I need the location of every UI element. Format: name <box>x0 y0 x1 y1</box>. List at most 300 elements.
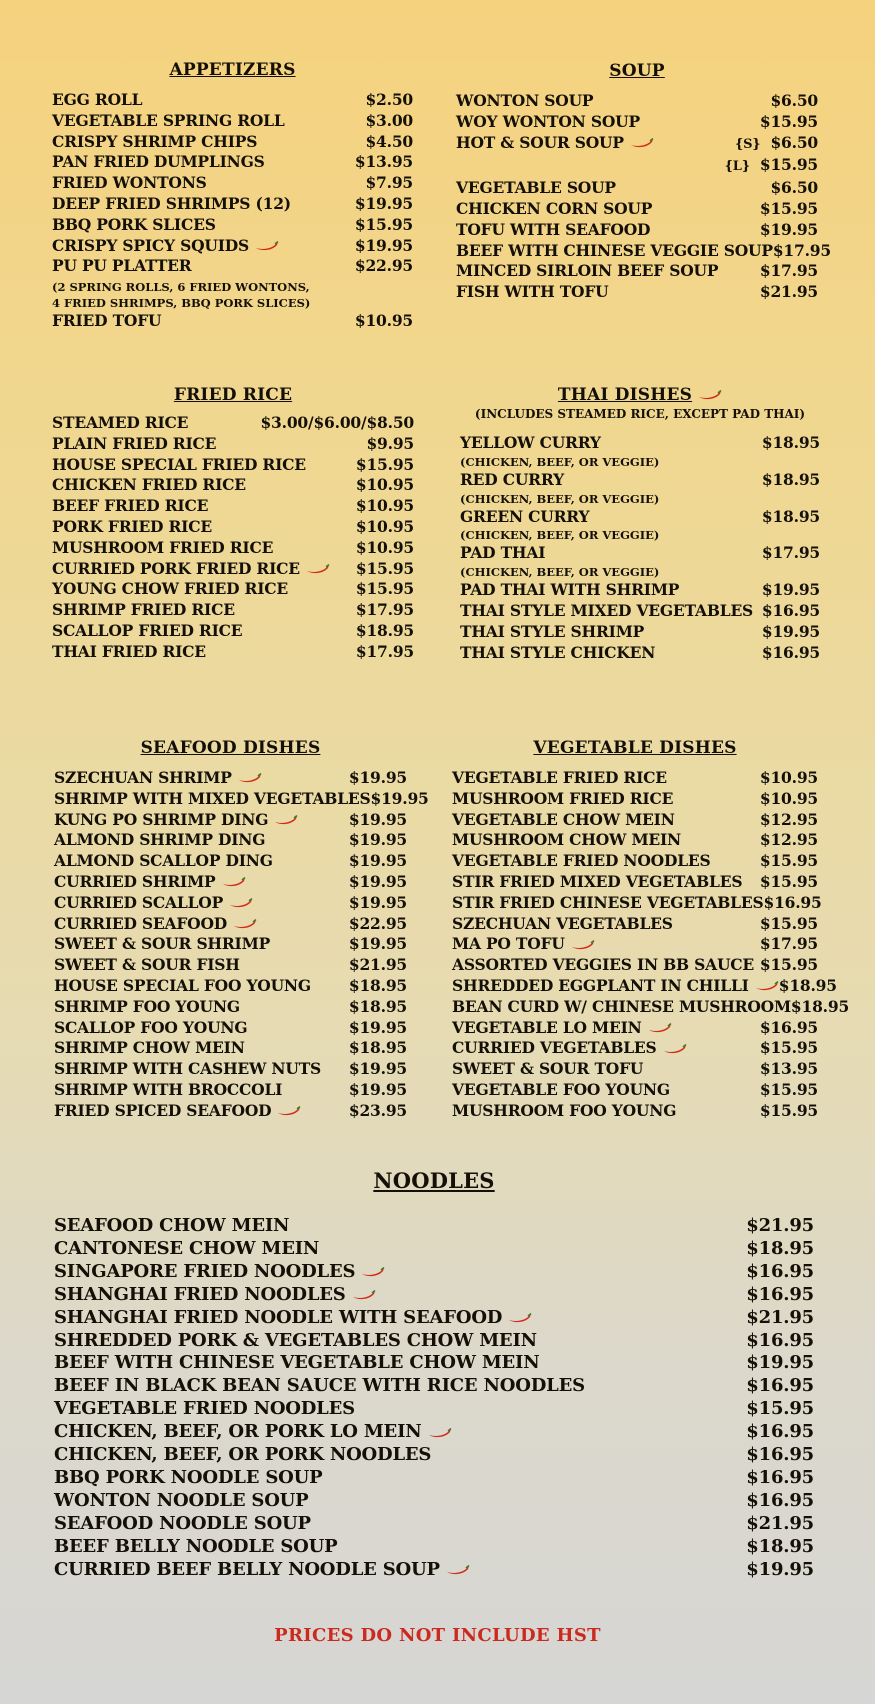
item-name <box>54 1536 338 1559</box>
menu-item <box>52 600 414 621</box>
item-name-text: CRISPY SPICY SQUIDS <box>52 235 249 255</box>
menu-item <box>52 642 414 663</box>
item-name-text: EGG ROLL <box>52 90 143 109</box>
menu-item <box>452 1038 818 1059</box>
menu-item <box>54 1330 814 1353</box>
item-name <box>54 1421 452 1444</box>
item-price: $17.95 <box>355 641 414 661</box>
item-name-text: MA PO TOFU <box>452 934 565 954</box>
menu-item <box>54 1018 407 1039</box>
vegetable-dishes-section <box>452 738 850 1122</box>
item-name <box>452 976 779 997</box>
item-price: $19.95 <box>348 892 407 912</box>
item-price: $6.50 <box>770 132 818 152</box>
chili-pepper-icon <box>222 877 246 887</box>
menu-item <box>52 621 414 642</box>
item-price: $18.95 <box>348 975 407 995</box>
chili-pepper-icon <box>277 1106 301 1116</box>
item-name <box>54 1398 355 1421</box>
item-list <box>456 91 818 133</box>
menu-item <box>52 579 414 600</box>
item-name <box>52 475 246 496</box>
item-name <box>54 1513 311 1536</box>
item-price: $17.95 <box>759 934 818 954</box>
menu-item <box>54 830 407 851</box>
section-title <box>460 385 820 405</box>
menu-item <box>452 955 818 976</box>
menu-item <box>54 768 407 789</box>
item-name <box>52 215 216 236</box>
item-price: $15.95 <box>759 955 818 975</box>
menu-item <box>452 892 822 914</box>
item-name-text: SWEET & SOUR SHRIMP <box>54 934 271 954</box>
item-name-text: PAN FRIED DUMPLINGS <box>52 152 265 172</box>
item-name-text: MUSHROOM CHOW MEIN <box>452 830 682 850</box>
item-name <box>54 1080 282 1101</box>
menu-item <box>452 934 818 955</box>
item-name-text: STEAMED RICE <box>52 413 189 432</box>
item-name-text: SHRIMP WITH CASHEW NUTS <box>54 1059 322 1079</box>
item-price: $19.95 <box>761 621 820 641</box>
item-name <box>54 1261 385 1284</box>
menu-item <box>460 643 820 664</box>
item-price: $15.95 <box>759 1079 818 1099</box>
item-name-text: BEEF WITH CHINESE VEGGIE SOUP <box>456 240 773 260</box>
item-price: $19.95 <box>348 1017 407 1037</box>
item-name-text: GREEN CURRY <box>460 506 590 526</box>
item-price: $19.95 <box>761 580 820 600</box>
item-price: $15.95 <box>759 851 818 871</box>
item-price: $16.95 <box>746 1489 814 1511</box>
item-name <box>452 1101 676 1122</box>
appetizers-section <box>52 60 413 332</box>
item-price: $18.95 <box>761 469 820 489</box>
item-name-text: SHANGHAI FRIED NOODLES <box>54 1283 346 1305</box>
menu-item <box>452 872 818 893</box>
menu-item <box>52 236 413 257</box>
item-name-text: SHREDDED PORK & VEGETABLES CHOW MEIN <box>54 1329 537 1351</box>
item-name-text: SWEET & SOUR FISH <box>54 955 240 975</box>
section-title: APPETIZERS <box>169 60 296 80</box>
item-name <box>54 810 298 831</box>
item-price: $4.50 <box>365 131 413 151</box>
item-price: $17.95 <box>772 240 831 260</box>
menu-item <box>456 155 818 178</box>
item-name <box>54 1284 376 1307</box>
item-name-text: PU PU PLATTER <box>52 256 192 276</box>
menu-item <box>452 1101 818 1122</box>
item-price: $19.95 <box>348 851 407 871</box>
item-price: $19.95 <box>354 193 413 213</box>
menu-item <box>54 872 407 893</box>
item-name-text: SHRIMP WITH MIXED VEGETABLES <box>54 788 371 808</box>
menu-item <box>54 976 407 997</box>
item-price: $17.95 <box>759 261 818 281</box>
item-name-text: SHRIMP CHOW MEIN <box>54 1038 245 1058</box>
menu-item <box>460 433 820 454</box>
item-name-text: TOFU WITH SEAFOOD <box>456 219 651 239</box>
item-price: $19.95 <box>354 235 413 255</box>
item-name-text: MUSHROOM FRIED RICE <box>452 788 674 808</box>
item-name-text: SCALLOP FRIED RICE <box>52 620 243 640</box>
menu-item <box>54 914 407 935</box>
item-list <box>456 178 831 303</box>
item-price: $22.95 <box>348 913 407 933</box>
item-name <box>460 601 753 622</box>
soup-section <box>456 61 831 303</box>
menu-item <box>452 789 818 810</box>
item-name-text: HOUSE SPECIAL FRIED RICE <box>52 454 306 474</box>
chili-pepper-icon <box>648 1023 672 1033</box>
item-name <box>52 455 306 476</box>
section-title-text: THAI DISHES <box>557 385 693 405</box>
item-price: $17.95 <box>761 543 820 563</box>
menu-item <box>54 1038 407 1059</box>
item-price: $15.95 <box>759 913 818 933</box>
item-name <box>54 1559 470 1582</box>
item-name <box>456 261 718 282</box>
item-name <box>456 133 654 154</box>
item-name <box>452 810 675 831</box>
item-name <box>52 559 330 580</box>
chili-pepper-icon <box>229 898 253 908</box>
menu-item <box>460 622 820 643</box>
item-name <box>460 433 601 454</box>
item-name-text: WOY WONTON SOUP <box>456 111 640 131</box>
item-name-text: BBQ PORK NOODLE SOUP <box>54 1466 323 1488</box>
item-price: $15.95 <box>759 198 818 218</box>
item-name-text: VEGETABLE FRIED NOODLES <box>452 851 711 871</box>
item-price: $21.95 <box>746 1215 814 1236</box>
menu-item <box>452 975 837 997</box>
item-name <box>54 934 270 955</box>
size-label: {L} <box>724 159 750 175</box>
item-name-text: BEEF WITH CHINESE VEGETABLE CHOW MEIN <box>54 1352 540 1374</box>
menu-item <box>54 1352 814 1375</box>
item-name-text: PAD THAI WITH SHRIMP <box>460 580 680 600</box>
menu-item <box>52 559 414 580</box>
item-name-text: CANTONESE CHOW MEIN <box>54 1237 320 1259</box>
item-name <box>54 1038 245 1059</box>
item-name-text: CURRIED SEAFOOD <box>54 913 228 933</box>
item-name <box>452 914 673 935</box>
item-name-text: CURRIED SCALLOP <box>54 892 224 912</box>
menu-item <box>52 256 413 277</box>
item-note: (CHICKEN, BEEF, OR VEGGIE) <box>460 565 660 580</box>
item-price: $15.95 <box>355 579 414 599</box>
section-title: SOUP <box>609 61 665 81</box>
item-name <box>54 997 240 1018</box>
item-price: $18.95 <box>348 996 407 1016</box>
chili-pepper-icon <box>755 981 779 991</box>
item-price: $18.95 <box>348 1038 407 1058</box>
item-name <box>54 1238 319 1261</box>
seafood-dishes-section <box>54 738 429 1122</box>
menu-item <box>54 851 407 872</box>
item-name <box>52 600 235 621</box>
item-price: $19.95 <box>746 1558 814 1580</box>
item-price: $13.95 <box>354 152 413 172</box>
item-name <box>452 851 711 872</box>
item-name <box>52 496 208 517</box>
item-price: $15.95 <box>355 558 414 578</box>
chili-pepper-icon <box>361 1267 385 1277</box>
item-name-text: SWEET & SOUR TOFU <box>452 1059 644 1079</box>
item-price: $15.95 <box>759 871 818 891</box>
item-name <box>52 538 273 559</box>
item-price: $16.95 <box>759 1017 818 1037</box>
menu-item <box>54 1059 407 1080</box>
item-name-text: MUSHROOM FRIED RICE <box>52 537 274 557</box>
item-name-text: CHICKEN, BEEF, OR PORK LO MEIN <box>54 1421 422 1443</box>
item-name-text: CURRIED VEGETABLES <box>452 1038 657 1058</box>
item-name-text: THAI STYLE SHRIMP <box>460 621 645 641</box>
item-name-text: PLAIN FRIED RICE <box>52 433 217 453</box>
item-name <box>460 643 655 664</box>
item-name-text: SZECHUAN VEGETABLES <box>452 913 673 933</box>
item-price: $15.95 <box>355 454 414 474</box>
item-price: $10.95 <box>354 311 413 331</box>
item-name <box>52 236 279 257</box>
menu-item <box>54 1215 814 1238</box>
item-name <box>456 282 608 303</box>
item-price: $19.95 <box>348 1079 407 1099</box>
chili-pepper-icon <box>352 1290 376 1300</box>
item-name-text: MINCED SIRLOIN BEEF SOUP <box>456 261 719 281</box>
menu-item <box>52 496 414 517</box>
chili-pepper-icon <box>630 138 654 148</box>
item-name-text: SHANGHAI FRIED NOODLE WITH SEAFOOD <box>54 1306 503 1328</box>
item-name-text: VEGETABLE SPRING ROLL <box>52 110 285 130</box>
item-name <box>54 1215 289 1238</box>
section-subtitle: (INCLUDES STEAMED RICE, EXCEPT PAD THAI) <box>474 407 806 421</box>
item-name <box>52 579 288 600</box>
item-price: $16.95 <box>763 892 822 912</box>
menu-item <box>54 1467 814 1490</box>
item-price: $19.95 <box>348 768 407 787</box>
chili-pepper-icon <box>233 919 257 929</box>
item-name-text: HOUSE SPECIAL FOO YOUNG <box>54 975 311 995</box>
item-list <box>52 90 413 277</box>
menu-item <box>456 112 818 133</box>
item-name-text: SHREDDED EGGPLANT IN CHILLI <box>452 975 749 995</box>
price-group <box>735 133 818 156</box>
item-name <box>54 851 273 872</box>
item-name <box>52 413 188 434</box>
item-name <box>52 621 242 642</box>
menu-item <box>456 91 818 112</box>
item-name <box>54 1018 247 1039</box>
item-name <box>52 194 291 215</box>
menu-item <box>54 788 429 810</box>
menu-item <box>460 543 820 564</box>
item-name-text: STIR FRIED MIXED VEGETABLES <box>452 871 743 891</box>
item-name-text: CHICKEN, BEEF, OR PORK NOODLES <box>54 1444 432 1466</box>
menu-item <box>54 1261 814 1284</box>
item-name <box>456 241 773 262</box>
item-price: $19.95 <box>348 871 407 891</box>
item-price: $10.95 <box>355 475 414 495</box>
menu-item <box>54 1559 814 1582</box>
item-name <box>54 1490 309 1513</box>
item-name <box>54 789 371 810</box>
menu-item <box>452 830 818 851</box>
item-price: $19.95 <box>759 219 818 239</box>
item-price: $16.95 <box>761 600 820 620</box>
menu-item <box>52 173 413 194</box>
item-name-text: SEAFOOD NOODLE SOUP <box>54 1512 311 1534</box>
menu-item <box>456 240 831 262</box>
item-name <box>460 622 644 643</box>
item-list <box>54 768 429 1122</box>
item-name-text: CRISPY SHRIMP CHIPS <box>52 131 258 151</box>
item-name-text: HOT & SOUR SOUP <box>456 132 624 152</box>
item-name: FRIED TOFU <box>52 311 162 331</box>
menu-item <box>452 1080 818 1101</box>
item-name <box>452 768 667 789</box>
item-name-text: PAD THAI <box>460 543 546 563</box>
item-name <box>52 132 257 153</box>
item-name-text: SCALLOP FOO YOUNG <box>54 1017 248 1037</box>
menu-item <box>452 768 818 789</box>
item-name <box>54 1307 532 1330</box>
item-list <box>52 413 414 663</box>
item-name <box>54 872 246 893</box>
chili-pepper-icon <box>238 773 262 783</box>
chili-pepper-icon <box>255 241 279 251</box>
menu-item <box>456 261 818 282</box>
item-price: $12.95 <box>759 830 818 850</box>
item-name-text: MUSHROOM FOO YOUNG <box>452 1100 677 1120</box>
item-name-text: FISH WITH TOFU <box>456 282 609 302</box>
item-name <box>52 517 212 538</box>
item-name <box>452 893 763 914</box>
item-name-text: KUNG PO SHRIMP DING <box>54 809 269 829</box>
item-note: (2 SPRING ROLLS, 6 FRIED WONTONS, <box>52 280 310 295</box>
menu-item <box>456 282 818 303</box>
menu-item <box>452 1018 818 1039</box>
menu-item <box>52 215 413 236</box>
thai-dishes-section <box>460 385 820 663</box>
item-price: $10.95 <box>355 516 414 536</box>
price-group <box>725 155 818 178</box>
item-name <box>456 199 652 220</box>
item-note: (CHICKEN, BEEF, OR VEGGIE) <box>460 491 660 506</box>
item-name <box>460 507 589 528</box>
item-price: $19.95 <box>348 809 407 829</box>
item-note: (CHICKEN, BEEF, OR VEGGIE) <box>460 528 660 543</box>
menu-item <box>54 934 407 955</box>
item-price: $21.95 <box>348 955 407 975</box>
menu-item <box>54 810 407 831</box>
item-price: $21.95 <box>746 1512 814 1534</box>
item-name <box>54 1352 540 1375</box>
item-name-text: VEGETABLE FRIED NOODLES <box>54 1398 355 1420</box>
item-price: $19.95 <box>348 830 407 850</box>
item-name-text: SEAFOOD CHOW MEIN <box>54 1215 290 1236</box>
item-price: $19.95 <box>370 788 429 808</box>
menu-item <box>456 178 818 199</box>
item-price: $18.95 <box>761 433 820 452</box>
item-price: $6.50 <box>770 91 818 110</box>
item-name-text: FRIED SPICED SEAFOOD <box>54 1100 272 1120</box>
menu-item <box>54 997 407 1018</box>
item-name <box>54 1330 537 1353</box>
item-name-text: CURRIED SHRIMP <box>54 871 216 891</box>
item-price: $16.95 <box>746 1444 814 1466</box>
item-name <box>452 997 791 1018</box>
item-price: $10.95 <box>355 537 414 557</box>
menu-item <box>460 580 820 601</box>
section-title: FRIED RICE <box>173 385 293 405</box>
item-price: $16.95 <box>746 1283 814 1305</box>
chili-pepper-icon <box>428 1428 452 1438</box>
menu-item <box>452 1059 818 1080</box>
chili-pepper-icon <box>306 564 330 574</box>
item-name <box>452 789 673 810</box>
menu-item <box>54 1421 814 1444</box>
item-price: $16.95 <box>746 1375 814 1397</box>
item-name-text: THAI FRIED RICE <box>52 641 206 661</box>
menu-item <box>52 538 414 559</box>
item-name-text: CURRIED PORK FRIED RICE <box>52 558 300 578</box>
item-list <box>460 433 820 663</box>
menu-item <box>52 413 414 434</box>
item-price: $2.50 <box>365 90 413 109</box>
item-name-text: VEGETABLE LO MEIN <box>452 1017 642 1037</box>
item-name <box>54 1059 321 1080</box>
item-name-text: ALMOND SCALLOP DING <box>54 851 273 871</box>
item-price: $19.95 <box>348 934 407 954</box>
item-name <box>54 768 262 789</box>
section-title: SEAFOOD DISHES <box>140 738 321 758</box>
item-name <box>456 220 650 241</box>
menu-item <box>456 220 818 241</box>
item-price: $19.95 <box>348 1059 407 1079</box>
item-price: $18.95 <box>778 975 837 995</box>
item-name <box>452 872 742 893</box>
item-price: $16.95 <box>746 1329 814 1351</box>
menu-item <box>54 1536 814 1559</box>
item-name-text: VEGETABLE FOO YOUNG <box>452 1079 670 1099</box>
item-name-text: CHICKEN CORN SOUP <box>456 198 653 218</box>
menu-item <box>54 1490 814 1513</box>
item-name <box>460 580 679 601</box>
item-name <box>54 1467 322 1490</box>
item-name-text: YOUNG CHOW FRIED RICE <box>52 579 289 599</box>
chili-pepper-icon <box>663 1044 687 1054</box>
item-price: $12.95 <box>759 809 818 829</box>
menu-item <box>52 455 414 476</box>
item-name-text: BEEF FRIED RICE <box>52 496 209 516</box>
item-price: $10.95 <box>759 788 818 808</box>
item-name <box>52 90 142 111</box>
menu-item <box>52 111 413 132</box>
menu-item <box>456 199 818 220</box>
item-name <box>52 434 216 455</box>
menu-item <box>52 194 413 215</box>
item-name-text: THAI STYLE CHICKEN <box>460 642 656 662</box>
item-price: $18.95 <box>355 620 414 640</box>
menu-item <box>54 1444 814 1467</box>
menu-item <box>52 311 413 332</box>
item-name-text: BEAN CURD W/ CHINESE MUSHROOM <box>452 996 791 1016</box>
item-name <box>54 893 253 914</box>
chili-pepper-icon <box>508 1313 532 1323</box>
item-note: (CHICKEN, BEEF, OR VEGGIE) <box>460 454 660 469</box>
menu-item <box>54 1398 814 1421</box>
item-price: $16.95 <box>746 1260 814 1282</box>
